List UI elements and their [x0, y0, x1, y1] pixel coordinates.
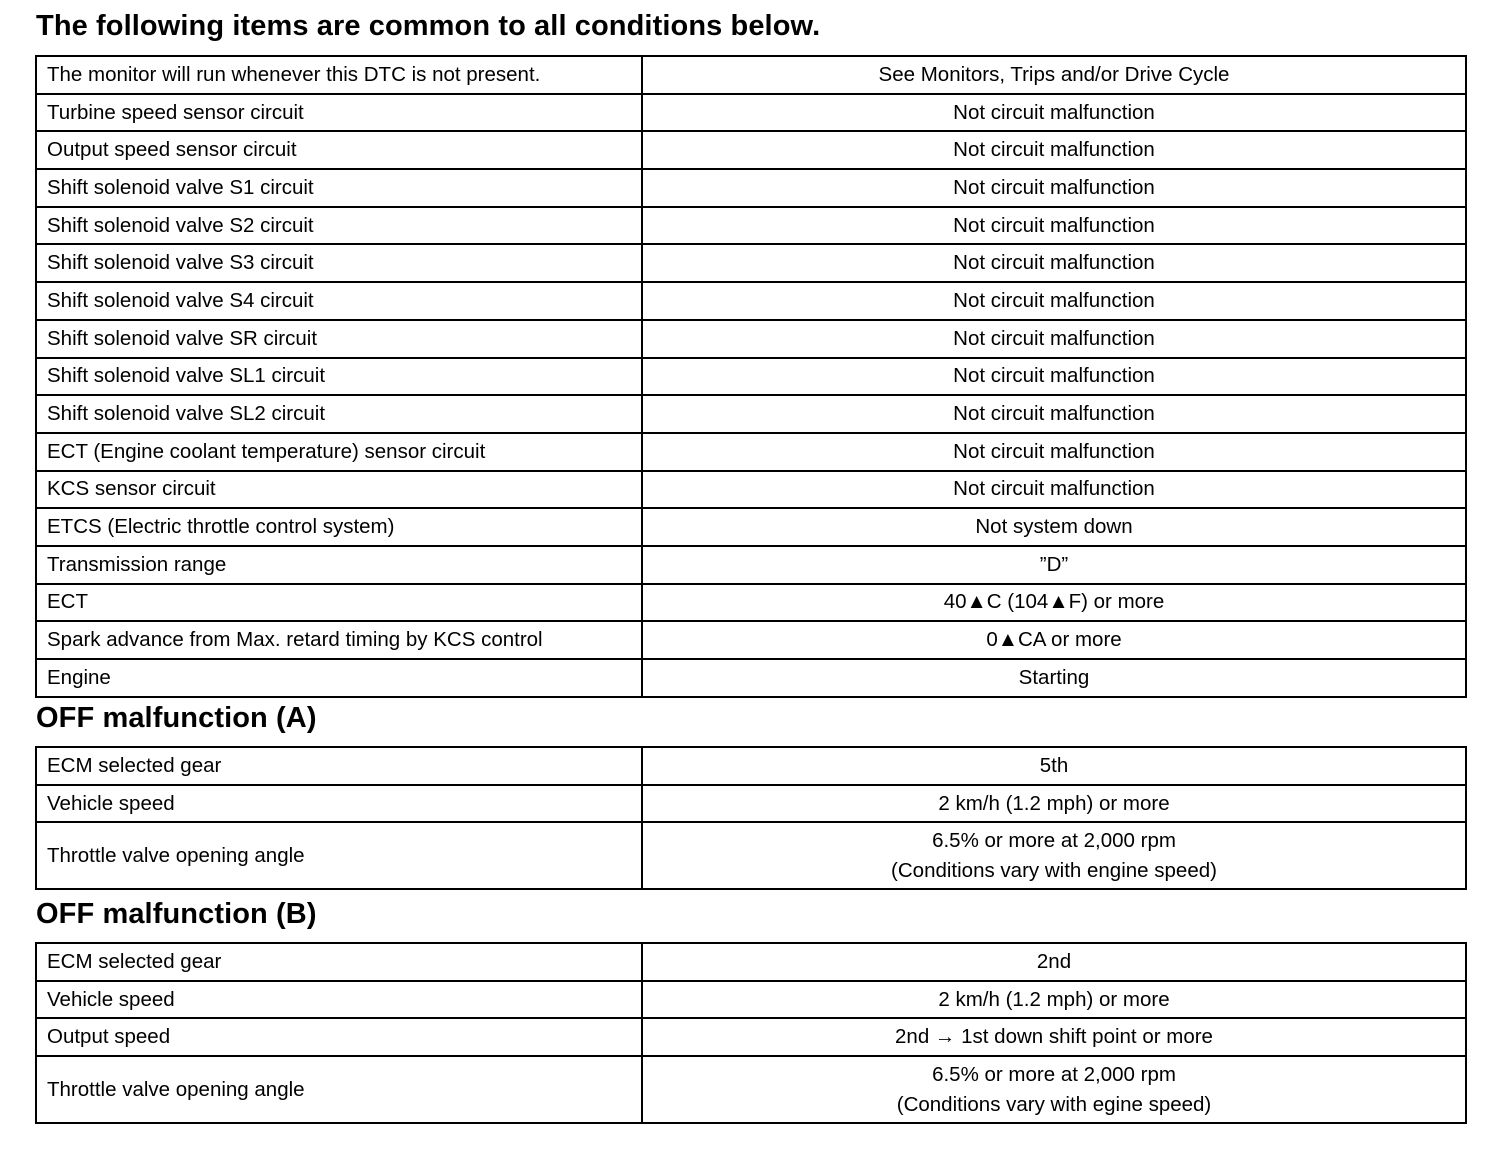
condition-label: ECM selected gear: [36, 747, 642, 785]
condition-label: KCS sensor circuit: [36, 471, 642, 509]
table-row: [36, 943, 1466, 981]
off-malfunction-b-heading: OFF malfunction (B): [36, 898, 317, 930]
condition-label: Shift solenoid valve SL1 circuit: [36, 358, 642, 396]
table-row: [36, 747, 1466, 785]
condition-label: ECT (Engine coolant temperature) sensor circuit: [36, 433, 642, 471]
table-row: [36, 169, 1466, 207]
table-row: [36, 1056, 1466, 1123]
table-row: [36, 1018, 1466, 1056]
condition-label: Engine: [36, 659, 642, 697]
condition-label: Shift solenoid valve S3 circuit: [36, 244, 642, 282]
condition-label: Shift solenoid valve SR circuit: [36, 320, 642, 358]
condition-value: 2nd → 1st down shift point or more: [642, 1018, 1466, 1056]
table-row: [36, 207, 1466, 245]
table-row: [36, 94, 1466, 132]
table-row: [36, 433, 1466, 471]
off-malfunction-b-table: [35, 942, 1467, 1124]
common-conditions-table: [35, 55, 1467, 698]
condition-label: Vehicle speed: [36, 981, 642, 1019]
condition-label: Vehicle speed: [36, 785, 642, 823]
condition-value: Not circuit malfunction: [642, 471, 1466, 509]
table-row: [36, 546, 1466, 584]
condition-value-note: (Conditions vary with engine speed): [891, 858, 1217, 882]
condition-label: Transmission range: [36, 546, 642, 584]
condition-value: Not circuit malfunction: [642, 94, 1466, 132]
condition-value-line: 6.5% or more at 2,000 rpm: [932, 828, 1176, 852]
table-row: [36, 621, 1466, 659]
condition-label: Throttle valve opening angle: [36, 1056, 642, 1123]
condition-label: Shift solenoid valve SL2 circuit: [36, 395, 642, 433]
condition-label: ECT: [36, 584, 642, 622]
table-row: [36, 785, 1466, 823]
condition-value: Not circuit malfunction: [642, 244, 1466, 282]
condition-value: Not circuit malfunction: [642, 169, 1466, 207]
condition-value: 2nd: [642, 943, 1466, 981]
condition-value: See Monitors, Trips and/or Drive Cycle: [642, 56, 1466, 94]
condition-label: Turbine speed sensor circuit: [36, 94, 642, 132]
table-row: [36, 320, 1466, 358]
condition-label: Spark advance from Max. retard timing by KCS control: [36, 621, 642, 659]
condition-label: ECM selected gear: [36, 943, 642, 981]
condition-value: 2 km/h (1.2 mph) or more: [642, 981, 1466, 1019]
condition-value: Not circuit malfunction: [642, 131, 1466, 169]
condition-value: Not circuit malfunction: [642, 320, 1466, 358]
condition-value: 40▲C (104▲F) or more: [642, 584, 1466, 622]
table-row: [36, 471, 1466, 509]
common-conditions-heading: The following items are common to all conditions below.: [36, 10, 821, 42]
off-malfunction-a-heading: OFF malfunction (A): [36, 702, 317, 734]
condition-label: ETCS (Electric throttle control system): [36, 508, 642, 546]
condition-value: 5th: [642, 747, 1466, 785]
condition-value: [642, 822, 1466, 889]
condition-value: 2 km/h (1.2 mph) or more: [642, 785, 1466, 823]
table-row: [36, 584, 1466, 622]
table-row: [36, 981, 1466, 1019]
condition-value-note: (Conditions vary with egine speed): [896, 1092, 1212, 1116]
table-row: [36, 822, 1466, 889]
condition-value: [642, 1056, 1466, 1123]
table-row: [36, 282, 1466, 320]
table-row: [36, 508, 1466, 546]
table-row: [36, 395, 1466, 433]
condition-value: Not circuit malfunction: [642, 282, 1466, 320]
condition-value: Not circuit malfunction: [642, 207, 1466, 245]
condition-value: Not circuit malfunction: [642, 433, 1466, 471]
condition-value: Not circuit malfunction: [642, 358, 1466, 396]
condition-value-line: 6.5% or more at 2,000 rpm: [932, 1062, 1176, 1086]
condition-label: Shift solenoid valve S1 circuit: [36, 169, 642, 207]
condition-value: Not circuit malfunction: [642, 395, 1466, 433]
table-row: [36, 56, 1466, 94]
condition-value: ”D”: [642, 546, 1466, 584]
table-row: [36, 131, 1466, 169]
condition-label: Output speed sensor circuit: [36, 131, 642, 169]
table-row: [36, 244, 1466, 282]
condition-label: Shift solenoid valve S4 circuit: [36, 282, 642, 320]
table-row: [36, 659, 1466, 697]
off-malfunction-a-table: [35, 746, 1467, 890]
condition-value: Not system down: [642, 508, 1466, 546]
table-row: [36, 358, 1466, 396]
condition-label: Throttle valve opening angle: [36, 822, 642, 889]
condition-label: Output speed: [36, 1018, 642, 1056]
condition-label: Shift solenoid valve S2 circuit: [36, 207, 642, 245]
condition-value: 0▲CA or more: [642, 621, 1466, 659]
condition-value: Starting: [642, 659, 1466, 697]
condition-label: The monitor will run whenever this DTC is not present.: [36, 56, 642, 94]
